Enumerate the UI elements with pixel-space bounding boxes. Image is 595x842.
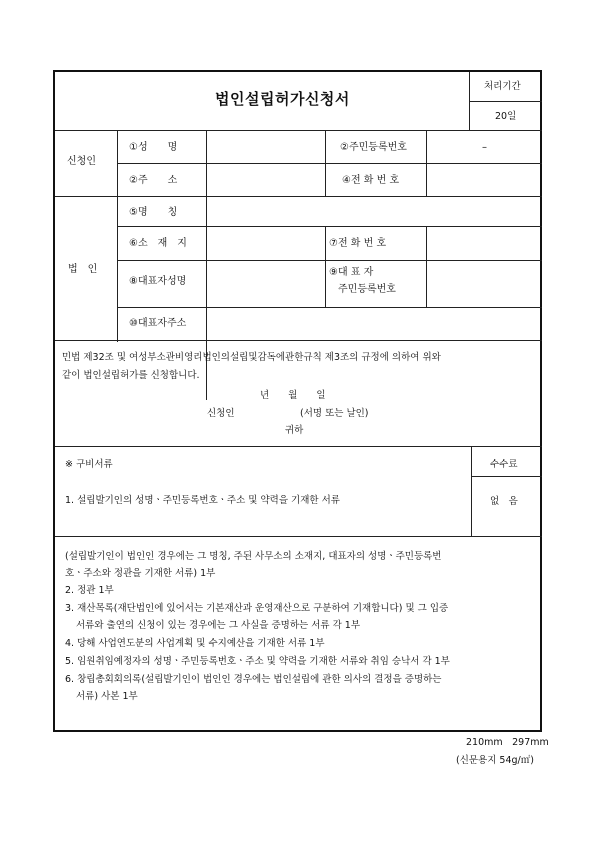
declaration-line-2: 같이 법인설립허가를 신청합니다. <box>62 370 200 381</box>
divider <box>117 226 542 227</box>
divider <box>55 130 542 131</box>
application-form <box>53 70 542 732</box>
signature-note: (서명 또는 날인) <box>300 408 369 419</box>
addressee: 귀하 <box>285 425 304 436</box>
divider <box>55 196 542 197</box>
document-note-line-2: 호ㆍ주소와 정관을 기재한 서류) 1부 <box>65 568 216 579</box>
divider <box>469 101 542 102</box>
document-item-4: 4. 당해 사업연도분의 사업계획 및 수지예산을 기재한 서류 1부 <box>65 638 325 649</box>
document-item-3-line-1: 3. 재산목록(재단법인에 있어서는 기본재산과 운영재산으로 구분하여 기재합니다) 및 그 입증 <box>65 603 449 614</box>
representative-rrn-label: ⑨대 표 자 <box>329 267 374 278</box>
representative-name-label: ⑧대표자성명 <box>129 276 187 287</box>
form-title: 법인설립허가신청서 <box>215 90 350 108</box>
document-item-2: 2. 정관 1부 <box>65 585 114 596</box>
divider <box>55 536 542 537</box>
representative-rrn-label-2: 주민등록번호 <box>338 284 396 295</box>
document-item-6-line-2: 서류) 사본 1부 <box>76 691 138 702</box>
divider <box>117 130 118 342</box>
corporation-phone-label: ⑦전 화 번 호 <box>329 238 387 249</box>
declaration-date: 년 월 일 <box>260 390 326 401</box>
processing-period-value: 20일 <box>495 111 517 122</box>
corporation-name-label: ⑤명 칭 <box>129 207 178 218</box>
corporation-section-label: 법 인 <box>68 264 98 275</box>
applicant-rrn-value: – <box>482 142 487 153</box>
document-item-1: 1. 설립발기인의 성명ㆍ주민등록번호ㆍ주소 및 약력을 기재한 서류 <box>65 495 340 506</box>
applicant-address-label: ②주 소 <box>129 175 178 186</box>
divider <box>117 307 542 308</box>
divider <box>426 226 427 307</box>
representative-address-label: ⑩대표자주소 <box>129 318 187 329</box>
processing-period-label: 처리기간 <box>484 81 521 92</box>
divider <box>471 446 472 536</box>
paper-size: 210mm 297mm <box>466 737 549 748</box>
applicant-phone-label: ④전 화 번 호 <box>342 175 400 186</box>
divider <box>117 163 542 164</box>
divider <box>55 446 542 447</box>
divider <box>117 260 542 261</box>
document-item-5: 5. 임원취임예정자의 성명ㆍ주민등록번호ㆍ주소 및 약력을 기재한 서류와 취임 승낙서 각 1부 <box>65 656 450 667</box>
documents-header: ※ 구비서류 <box>65 459 113 470</box>
divider <box>325 226 326 307</box>
divider <box>55 340 542 341</box>
divider <box>471 476 542 477</box>
document-item-6-line-1: 6. 창립총회회의록(설립발기인이 법인인 경우에는 법인설립에 관한 의사의 결정을 증명하는 <box>65 674 442 685</box>
declaration-line-1: 민법 제32조 및 여성부소관비영리법인의설립및감독에관한규칙 제3조의 규정에 의하여 위와 <box>62 352 441 363</box>
fee-value: 없 음 <box>490 496 518 507</box>
applicant-section-label: 신청인 <box>67 156 96 167</box>
applicant-name-label: ①성 명 <box>129 142 178 153</box>
signer-label: 신청인 <box>207 408 235 419</box>
applicant-rrn-label: ②주민등록번호 <box>340 142 407 153</box>
document-item-3-line-2: 서류와 출연의 신청이 있는 경우에는 그 사실을 증명하는 서류 각 1부 <box>76 620 361 631</box>
corporation-location-label: ⑥소 재 지 <box>129 238 187 249</box>
paper-spec: (신문용지 54g/㎡) <box>456 755 534 766</box>
document-note-line-1: (설립발기인이 법인인 경우에는 그 명칭, 주된 사무소의 소재지, 대표자의 성명ㆍ주민등록번 <box>65 551 442 562</box>
fee-label: 수수료 <box>490 459 518 470</box>
